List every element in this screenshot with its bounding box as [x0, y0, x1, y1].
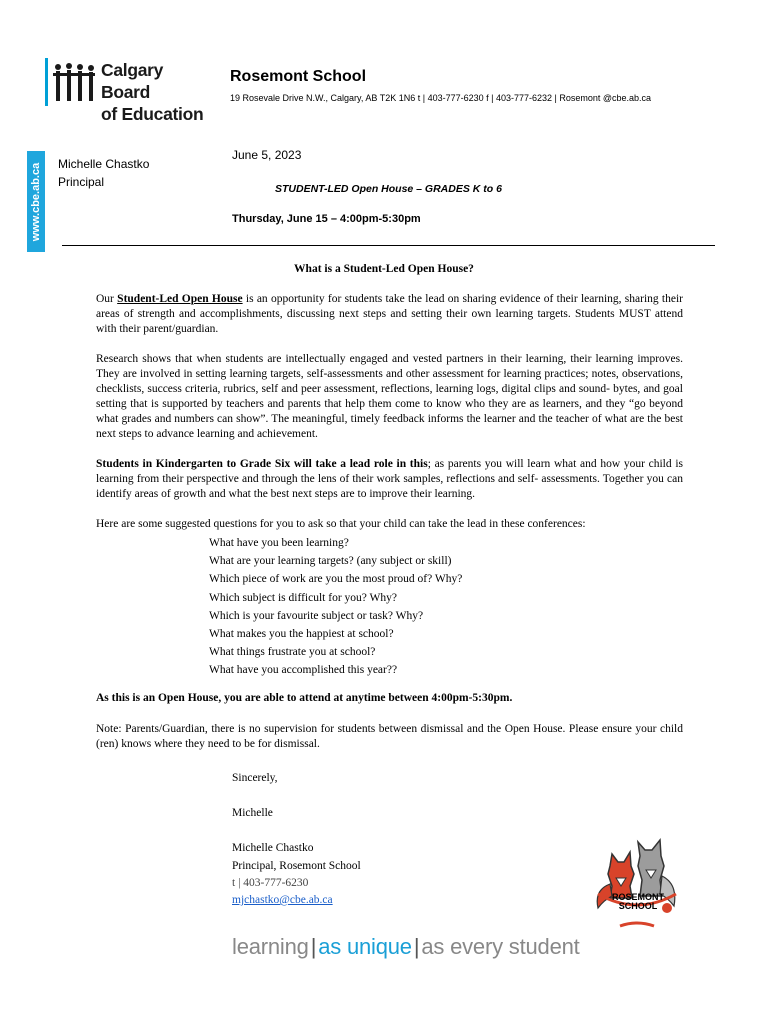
signature-title: Principal, Rosemont School: [232, 860, 361, 872]
question-item: Which piece of work are you the most proud of? Why?: [209, 573, 463, 586]
question-item: What things frustrate you at school?: [209, 646, 376, 659]
cbe-logo-line2: of Education: [101, 104, 204, 124]
cbe-figures-icon: [51, 62, 97, 102]
signature-full-name: Michelle Chastko: [232, 842, 314, 854]
question-item: What are your learning targets? (any subject or skill): [209, 555, 452, 568]
question-item: What have you been learning?: [209, 537, 349, 549]
tagline-part2: as unique: [318, 934, 412, 959]
fox-mascot-icon: [590, 836, 685, 928]
school-logo-line2: SCHOOL: [618, 901, 658, 911]
footer-tagline: [232, 934, 580, 960]
questions-list: [209, 534, 462, 680]
school-logo-line1: ROSEMONT: [611, 892, 664, 902]
p3-bold: Students in Kindergarten to Grade Six will take a lead role in this: [96, 458, 428, 470]
paragraph-questions-intro: Here are some suggested questions for you to ask so that your child can take the lead in these conferences:: [96, 518, 586, 530]
tagline-separator: |: [310, 934, 317, 959]
paragraph-role: [96, 457, 683, 502]
website-banner-text: www.cbe.ab.ca: [30, 162, 42, 241]
question-item: What have you accomplished this year??: [209, 664, 398, 677]
question-item: What makes you the happiest at school?: [209, 627, 394, 640]
principal-name: Michelle Chastko: [58, 157, 150, 171]
question-item: Which is your favourite subject or task? Why?: [209, 609, 424, 622]
signature-closing: Sincerely,: [232, 772, 278, 784]
p1-rest: is an opportunity for students take the lead on sharing evidence of their learning, sharing their areas of strength and accomplishments, discussing next steps and setting their own learning targets. Students MUST attend with their parent/guardian.: [96, 293, 684, 335]
open-house-note: As this is an Open House, you are able to attend at anytime between 4:00pm-5:30pm.: [96, 692, 513, 704]
paragraph-research: Research shows that when students are intellectually engaged and vested partners in their learning, their learning improves. They are involved in setting learning targets, self-assessments and other assessment for learning practices; notes, observations, checklists, success criteria, rubrics, self and peer assessment, reflections, learning logs, digital clips and sound- bytes, and goal setting that is supported by teachers and parents that help them come to know who they are as learners, and they “go beyond what grades and numbers can show”. The meaningful, timely feedback informs the learner and the teacher of what are the best next steps to advance learning and achievement.: [96, 353, 683, 440]
cbe-logo-line1: Calgary Board: [101, 60, 164, 102]
body-heading: What is a Student-Led Open House?: [294, 263, 474, 275]
signature-phone: t | 403-777-6230: [232, 877, 309, 889]
signature-email-link[interactable]: mjchastko@cbe.ab.ca: [232, 894, 333, 906]
tagline-separator: |: [413, 934, 420, 959]
cbe-logo: [45, 56, 210, 124]
letter-date: June 5, 2023: [232, 148, 302, 162]
supervision-note: Note: Parents/Guardian, there is no supervision for students between dismissal and the Open House. Please ensure your child (ren) knows where they need to be for dismissal.: [96, 723, 683, 750]
paragraph-intro: [96, 292, 683, 337]
logo-accent-bar: [45, 58, 48, 106]
question-item: Which subject is difficult for you? Why?: [209, 591, 397, 604]
event-title: STUDENT-LED Open House – GRADES K to 6: [275, 183, 502, 195]
school-name: Rosemont School: [230, 68, 367, 85]
cbe-logo-text: [101, 59, 211, 125]
tagline-part1: learning: [232, 934, 309, 959]
school-address: 19 Rosevale Drive N.W., Calgary, AB T2K 1N6 t | 403-777-6230 f | 403-777-6232 | Rosemont @cbe.ab.ca: [230, 93, 652, 103]
header-divider: [62, 245, 715, 246]
event-time: Thursday, June 15 – 4:00pm-5:30pm: [232, 213, 421, 225]
school-logo-label: [598, 893, 678, 911]
p1-lead: Our: [96, 293, 118, 305]
p1-emphasis: Student-Led Open House: [117, 293, 243, 305]
principal-role: Principal: [58, 175, 105, 189]
tagline-part3: as every student: [421, 934, 580, 959]
rosemont-school-logo: [590, 836, 685, 928]
signature-first-name: Michelle: [232, 807, 273, 819]
website-side-banner[interactable]: [27, 151, 45, 252]
p3-rest: ; as parents you will learn what and how your child is learning from their perspective and through the lens of their work samples, reflections and self- assessments. Together you can identify areas of growth and what the best next steps are to improve their learning.: [96, 458, 683, 500]
